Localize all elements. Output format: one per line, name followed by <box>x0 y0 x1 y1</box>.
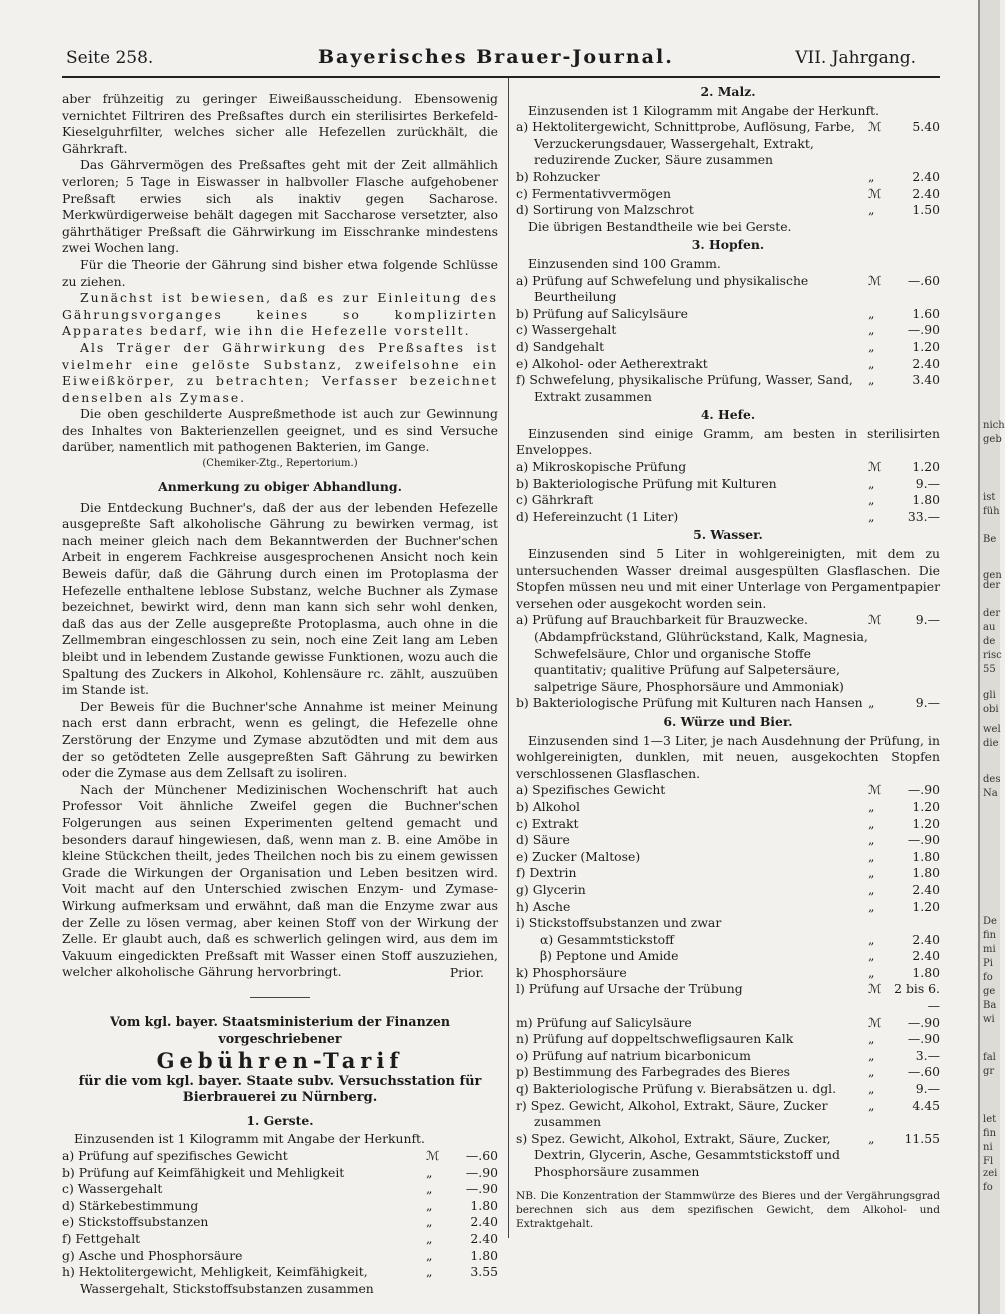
item-price: 3.40 <box>912 372 940 388</box>
tariff-title: Gebühren-Tarif <box>156 1047 404 1073</box>
item-price: 1.20 <box>912 815 940 831</box>
edge-text-fragment: gli <box>983 690 996 701</box>
page-number: Seite 258. <box>66 48 154 68</box>
section-title: 5. Wasser. <box>693 527 763 543</box>
item-price: —.90 <box>907 832 940 848</box>
tariff-item <box>516 186 940 203</box>
item-label: a) Prüfung auf Brauchbarkeit für Brauzwecke. (Abdampfrückstand, Glührückstand, Kalk, Magnesia, Schwefelsäure, Chlor und organische Stoffe quantitativ; qualitive Prüfung auf Salpetersäure, salpetrige Säure, Phosphorsäure und Ammoniak) <box>516 612 868 694</box>
edge-text-fragment: ist <box>983 492 996 503</box>
item-price: —.90 <box>465 1164 498 1180</box>
item-price: 1.80 <box>912 492 940 508</box>
tariff-item <box>516 322 940 339</box>
currency-mark: „ <box>868 798 875 814</box>
tariff-item <box>516 612 940 695</box>
item-label: d) Stärkebestimmung <box>62 1197 199 1213</box>
tariff-item <box>62 1165 498 1182</box>
item-label: a) Prüfung auf Schwefelung und physikalische Beurtheilung <box>516 272 809 305</box>
edge-text-fragment: wel <box>983 724 1001 735</box>
currency-mark: „ <box>868 508 875 524</box>
tariff-section-hopfen <box>516 237 940 405</box>
edge-text-fragment: nich <box>983 420 1005 431</box>
tariff-item <box>516 865 940 882</box>
tariff-item <box>516 273 940 306</box>
tariff-item <box>516 899 940 916</box>
edge-text-fragment: mi <box>983 944 996 955</box>
item-label: b) Rohzucker <box>516 168 600 184</box>
item-price: 1.80 <box>912 964 940 980</box>
tariff-item <box>62 1231 498 1248</box>
item-price: 2.40 <box>470 1214 498 1230</box>
tariff-section-gerste <box>62 1113 498 1298</box>
section-title: 1. Gerste. <box>246 1112 314 1128</box>
tariff-item <box>516 799 940 816</box>
item-label: b) Prüfung auf Keimfähigkeit und Mehligkeit <box>62 1164 345 1180</box>
item-price: 2.40 <box>470 1231 498 1246</box>
item-label: h) Hektolitergewicht, Mehligkeit, Keimfähigkeit, Wassergehalt, Stickstoffsubstanzen zusammen <box>62 1264 374 1296</box>
edge-text-fragment: Na <box>983 788 998 799</box>
tariff-item <box>516 1064 940 1081</box>
paragraph: Die oben geschilderte Auspreßmethode ist auch zur Gewinnung des Inhaltes von Bakterienzellen geeignet, und es sind Versuche darüber, namentlich mit pathogenen Bakterien, im Gange. <box>62 406 498 455</box>
currency-mark: „ <box>868 1081 875 1097</box>
currency-mark: ℳ <box>868 185 882 201</box>
item-price: 1.80 <box>470 1247 498 1263</box>
item-label: d) Säure <box>516 832 570 848</box>
currency-mark: „ <box>868 898 875 914</box>
item-price: 2.40 <box>912 185 940 201</box>
item-price: 2.40 <box>912 931 940 947</box>
volume-year: VII. Jahrgang. <box>795 48 916 68</box>
currency-mark: „ <box>426 1247 433 1263</box>
item-label: l) Prüfung auf Ursache der Trübung <box>516 981 743 997</box>
paragraph: Die Entdeckung Buchner's, daß der aus der lebenden Hefezelle ausgepreßte Saft alkoholische Gährung zu bewirken vermag, ist nach meiner gleich nach dem Bekanntwerden der Buchner'schen Arbeit in engerem Fachkreise ausgesprochenen Ansicht noch kein Beweis dafür, daß die Gährung durch einen im Protoplasma der Hefezelle enthaltene leblose Substanz, welche Buchner als Zymase bezeichnet, bewirkt wird, denn man kann sich sehr wohl denken, daß das aus der Zelle ausgepreßte Protoplasma, auch ohne in die Zellmembran eingeschlossen zu sein, noch eine Zeit lang am Leben bleibt und in lebendem Zustande gewisse Funktionen, wozu auch die Spaltung des Zuckers in Alkohol, Kohlensäure rc. zählt, auszuüben im Stande ist. <box>62 499 498 698</box>
tariff-item <box>516 1131 940 1181</box>
edge-text-fragment: Be <box>983 534 997 545</box>
currency-mark: „ <box>868 475 875 491</box>
item-price: —.90 <box>907 1031 940 1047</box>
tariff-section-wasser <box>516 527 940 712</box>
item-price: 1.80 <box>912 865 940 881</box>
tariff-item <box>516 492 940 509</box>
item-price: 2.40 <box>912 948 940 964</box>
section-intro: Einzusenden sind 100 Gramm. <box>528 255 721 271</box>
tariff-item <box>62 1214 498 1231</box>
tariff-item <box>516 965 940 982</box>
paragraph: aber frühzeitig zu geringer Eiweißausscheidung. Ebensowenig vernichtet Filtriren des Preßsaftes durch ein sterilisirtes Berkefeld-Kieselguhrfilter, welches sicher alle Hefezellen zurückhält, die Gährkraft. <box>62 91 498 156</box>
edge-text-fragment: des <box>983 774 1001 785</box>
item-price: —.90 <box>907 322 940 338</box>
currency-mark: ℳ <box>868 981 882 997</box>
currency-mark: „ <box>868 865 875 881</box>
item-label: e) Stickstoffsubstanzen <box>62 1214 209 1230</box>
currency-mark: „ <box>868 338 875 354</box>
paragraph: Das Gährvermögen des Preßsaftes geht mit der Zeit allmählich verloren; 5 Tage in Eiswasser in halbvoller Flasche aufgehobener Preßsaft erwies sich als inaktiv gegen Sacharose. Merkwürdigerweise behält dagegen mit Saccharose versetzter, also gährthätiger Preßsaft die Gährwirkung im Eisschranke mindestens zwei Wochen lang. <box>62 157 498 256</box>
item-label: q) Bakteriologische Prüfung v. Bierabsätzen u. dgl. <box>516 1081 837 1097</box>
edge-text-fragment: geb <box>983 434 1002 445</box>
tariff-item <box>516 882 940 899</box>
item-label: o) Prüfung auf natrium bicarbonicum <box>516 1047 751 1063</box>
currency-mark: „ <box>868 372 875 388</box>
currency-mark: „ <box>426 1231 433 1246</box>
tariff-item <box>516 169 940 186</box>
currency-mark: „ <box>868 931 875 947</box>
edge-text-fragment: wi <box>983 1014 995 1025</box>
edge-text-fragment: let <box>983 1114 997 1125</box>
section-intro: Einzusenden ist 1 Kilogramm mit Angabe der Herkunft. <box>528 102 879 118</box>
column-divider <box>508 78 509 1238</box>
tariff-section-hefe <box>516 407 940 525</box>
edge-text-fragment: De <box>983 916 997 927</box>
tariff-item <box>516 1031 940 1048</box>
tariff-item <box>516 119 940 169</box>
edge-text-fragment: fin <box>983 1128 997 1139</box>
item-price: —.90 <box>465 1181 498 1197</box>
item-price: 2 bis 6.— <box>894 981 940 1014</box>
currency-mark: „ <box>868 1047 875 1063</box>
tariff-item <box>516 509 940 526</box>
item-label: β) Peptone und Amide <box>540 948 679 964</box>
item-label: c) Wassergehalt <box>516 322 617 338</box>
tariff-item <box>62 1198 498 1215</box>
journal-title: Bayerisches Brauer-Journal. <box>318 46 674 68</box>
item-price: 1.20 <box>912 338 940 354</box>
section-title: 3. Hopfen. <box>691 237 765 253</box>
tariff-item <box>516 306 940 323</box>
edge-text-fragment: fin <box>983 930 997 941</box>
tariff-item <box>516 1098 940 1131</box>
tariff-item <box>516 695 940 712</box>
edge-text-fragment: Pi <box>983 958 993 969</box>
page-header <box>66 46 916 72</box>
item-price: 1.80 <box>912 848 940 864</box>
tariff-item <box>516 932 940 949</box>
item-price: 2.40 <box>912 168 940 184</box>
tariff-subheading: für die vom kgl. bayer. Staate subv. Versuchsstation für Bierbrauerei zu Nürnberg. <box>78 1073 482 1106</box>
currency-mark: „ <box>868 1064 875 1080</box>
edge-text-fragment: der <box>983 580 1001 591</box>
item-price: 1.80 <box>470 1197 498 1213</box>
section-divider <box>250 997 310 998</box>
item-price: 2.40 <box>912 355 940 371</box>
tariff-item <box>516 782 940 799</box>
edge-text-fragment: der <box>983 608 1001 619</box>
author-signature: Prior. <box>449 964 484 980</box>
edge-text-fragment: Fl <box>983 1156 994 1167</box>
currency-mark: „ <box>868 695 875 711</box>
currency-mark: „ <box>426 1164 433 1180</box>
item-label: r) Spez. Gewicht, Alkohol, Extrakt, Säure, Zucker zusammen <box>516 1097 828 1130</box>
tariff-item <box>516 1048 940 1065</box>
currency-mark: „ <box>868 964 875 980</box>
item-label: b) Bakteriologische Prüfung mit Kulturen nach Hansen <box>516 695 863 711</box>
item-label: p) Bestimmung des Farbegrades des Bieres <box>516 1064 791 1080</box>
item-price: 1.50 <box>912 202 940 218</box>
tariff-item <box>516 1081 940 1098</box>
tariff-item <box>516 816 940 833</box>
edge-text-fragment: zei <box>983 1168 998 1179</box>
item-label: g) Glycerin <box>516 881 586 897</box>
paragraph: Als Träger der Gährwirkung des Preßsaftes ist vielmehr eine gelöste Substanz, zweifelsohne ein Eiweißkörper, zu betrachten; Verfasser bezeichnet denselben als Zymase. <box>62 339 498 405</box>
item-label: f) Fettgehalt <box>62 1231 141 1246</box>
item-label: e) Zucker (Maltose) <box>516 848 641 864</box>
item-price: 11.55 <box>904 1130 940 1146</box>
edge-text-fragment: füh <box>983 506 1000 517</box>
tariff-item <box>516 849 940 866</box>
item-label: d) Hefereinzucht (1 Liter) <box>516 508 679 524</box>
item-label: d) Sortirung von Malzschrot <box>516 202 694 218</box>
edge-text-fragment: ni <box>983 1142 993 1153</box>
item-price: —.60 <box>907 272 940 288</box>
currency-mark: ℳ <box>868 612 882 628</box>
edge-text-fragment: fo <box>983 972 993 983</box>
currency-mark: „ <box>868 948 875 964</box>
section-intro: Einzusenden sind 1—3 Liter, je nach Ausdehnung der Prüfung, in wohlgereinigten, dunklen, mit neuen, ausgekochten Stopfen verschlossenen Glasflaschen. <box>516 732 940 781</box>
section-note: Die übrigen Bestandtheile wie bei Gerste. <box>528 218 792 234</box>
item-label: c) Extrakt <box>516 815 579 831</box>
tariff-item <box>516 372 940 405</box>
tariff-item <box>516 459 940 476</box>
currency-mark: „ <box>868 305 875 321</box>
item-price: 1.20 <box>912 459 940 475</box>
item-label: g) Asche und Phosphorsäure <box>62 1247 243 1263</box>
paragraph: Für die Theorie der Gährung sind bisher etwa folgende Schlüsse zu ziehen. <box>62 256 498 289</box>
currency-mark: ℳ <box>868 119 882 135</box>
item-label: a) Hektolitergewicht, Schnittprobe, Auflösung, Farbe, Verzuckerungsdauer, Wassergehalt, Extrakt, reduzirende Zucker, Säure zusammen <box>516 119 855 168</box>
item-label: d) Sandgehalt <box>516 338 605 354</box>
item-label: s) Spez. Gewicht, Alkohol, Extrakt, Säure, Zucker, Dextrin, Glycerin, Asche, Gesammtstickstoff und Phosphorsäure zusammen <box>516 1130 840 1179</box>
item-label: α) Gesammtstickstoff <box>540 931 674 947</box>
annotation-title: Anmerkung zu obiger Abhandlung. <box>158 479 402 495</box>
item-label: a) Mikroskopische Prüfung <box>516 459 687 475</box>
section-intro: Einzusenden sind einige Gramm, am besten in sterilisirten Enveloppes. <box>516 425 940 458</box>
tariff-item <box>516 915 940 932</box>
item-label: h) Asche <box>516 898 571 914</box>
currency-mark: „ <box>868 1130 875 1146</box>
item-price: 9.— <box>915 695 940 711</box>
item-label: f) Dextrin <box>516 865 577 881</box>
item-label: b) Prüfung auf Salicylsäure <box>516 305 688 321</box>
currency-mark: ℳ <box>868 1014 882 1030</box>
item-label: c) Gährkraft <box>516 492 594 508</box>
edge-text-fragment: de <box>983 636 996 647</box>
next-page-edge <box>978 0 1005 1314</box>
tariff-item <box>516 476 940 493</box>
currency-mark: ℳ <box>868 782 882 798</box>
section-intro: Einzusenden ist 1 Kilogramm mit Angabe der Herkunft. <box>74 1131 425 1147</box>
paragraph: Der Beweis für die Buchner'sche Annahme ist meiner Meinung nach erst dann erbracht, wenn es gelingt, die Hefezelle ohne Zerstörung der Enzyme und Zymase abzutödten und mit dem aus der so getödteten Zelle ausgepreßten Saft Gährung zu bewirken oder die Zymase aus dem Zellsaft zu isoliren. <box>62 698 498 781</box>
currency-mark: „ <box>868 848 875 864</box>
edge-text-fragment: risc <box>983 650 1002 661</box>
item-price: 4.45 <box>912 1097 940 1113</box>
section-title: 4. Hefe. <box>700 407 756 423</box>
nb-footnote: NB. Die Konzentration der Stammwürze des Bieres und der Vergährungsgrad berechnen sich aus dem spezifischen Gewicht, dem Alkohol- und Extraktgehalt. <box>516 1189 940 1230</box>
edge-text-fragment: 55 <box>983 664 996 675</box>
tariff-item <box>516 202 940 219</box>
item-price: 1.60 <box>912 305 940 321</box>
paragraph: Zunächst ist bewiesen, daß es zur Einleitung des Gährungsvorganges keines so komplizirten Apparates bedarf, wie ihn die Hefezelle vorstellt. <box>62 290 498 339</box>
currency-mark: „ <box>868 168 875 184</box>
item-label: a) Prüfung auf spezifisches Gewicht <box>62 1148 288 1164</box>
tariff-section-malz <box>516 84 940 235</box>
item-price: 5.40 <box>912 119 940 135</box>
tariff-item <box>62 1248 498 1265</box>
item-price: —.90 <box>907 782 940 798</box>
item-label: f) Schwefelung, physikalische Prüfung, Wasser, Sand, Extrakt zusammen <box>516 372 853 404</box>
item-price: 9.— <box>915 1081 940 1097</box>
section-title: 2. Malz. <box>700 84 756 99</box>
tariff-heading: Vom kgl. bayer. Staatsministerium der Finanzen vorgeschriebener <box>109 1014 451 1047</box>
left-column <box>62 91 498 1297</box>
edge-text-fragment: obi <box>983 704 999 715</box>
item-label: a) Spezifisches Gewicht <box>516 782 666 798</box>
tariff-item <box>516 981 940 1014</box>
item-label: e) Alkohol- oder Aetherextrakt <box>516 355 708 371</box>
item-label: b) Bakteriologische Prüfung mit Kulturen <box>516 475 777 491</box>
item-price: 9.— <box>915 612 940 628</box>
tariff-item <box>62 1148 498 1165</box>
item-label: c) Wassergehalt <box>62 1181 163 1197</box>
paragraph: Nach der Münchener Medizinischen Wochenschrift hat auch Professor Voit ähnliche Zweifel gegen die Buchner'schen Folgerungen aus seinen Experimenten geltend gemacht und besonders darauf hingewiesen, daß, wenn man z. B. eine Amöbe in kleine Stückchen theilt, jedes Theilchen noch bis zu einem gewissen Grade die Wirkungen der Organisation und Leben besitzen wird. Voit macht auf den Unterschied zwischen Enzym- und Zymase-Wirkung aufmerksam und erwähnt, daß man die Enzyme zwar aus der Zelle zu lösen vermag, aber keinen Stoff von der Wirkung der Zelle. Er glaubt auch, daß es schwerlich gelingen wird, aus dem im Vakuum eingedickten Preßsaft mit Wasser einen Stoff auszuziehen, welcher alkoholische Gährung hervorbringt. <box>62 781 498 980</box>
currency-mark: ℳ <box>868 272 882 288</box>
item-price: 3.55 <box>470 1264 498 1280</box>
currency-mark: „ <box>426 1197 433 1213</box>
item-price: 1.20 <box>912 898 940 914</box>
tariff-item <box>62 1264 498 1297</box>
item-label: c) Fermentativvermögen <box>516 185 671 201</box>
section-intro: Einzusenden sind 5 Liter in wohlgereinigten, mit dem zu untersuchenden Wasser dreimal ausgespülten Glasflaschen. Die Stopfen müssen neu und mit einer Unterlage von Pergamentpapier versehen oder ausgekocht worden sein. <box>516 546 940 611</box>
tariff-section-wuerze-bier <box>516 714 940 1181</box>
tariff-item <box>62 1181 498 1198</box>
item-label: i) Stickstoffsubstanzen und zwar <box>516 915 722 931</box>
item-price: —.90 <box>907 1014 940 1030</box>
item-label: b) Alkohol <box>516 798 580 814</box>
currency-mark: „ <box>868 1097 875 1113</box>
edge-text-fragment: Ba <box>983 1000 997 1011</box>
currency-mark: „ <box>868 815 875 831</box>
edge-text-fragment: fo <box>983 1182 993 1193</box>
tariff-item <box>516 356 940 373</box>
currency-mark: „ <box>868 832 875 848</box>
item-label: n) Prüfung auf doppeltschwefligsauren Kalk <box>516 1031 794 1047</box>
item-price: 3.— <box>915 1047 940 1063</box>
currency-mark: ℳ <box>868 459 882 475</box>
source-citation: (Chemiker-Ztg., Repertorium.) <box>202 458 358 470</box>
tariff-item <box>516 339 940 356</box>
edge-text-fragment: gr <box>983 1066 995 1077</box>
section-title: 6. Würze und Bier. <box>663 713 793 729</box>
currency-mark: „ <box>426 1181 433 1197</box>
item-label: k) Phosphorsäure <box>516 964 627 980</box>
edge-text-fragment: gen <box>983 570 1002 581</box>
tariff-item <box>516 832 940 849</box>
tariff-item <box>516 1015 940 1032</box>
currency-mark: „ <box>868 881 875 897</box>
item-label: m) Prüfung auf Salicylsäure <box>516 1014 692 1030</box>
item-price: —.60 <box>465 1148 498 1164</box>
currency-mark: „ <box>868 322 875 338</box>
currency-mark: „ <box>868 1031 875 1047</box>
edge-text-fragment: die <box>983 738 999 749</box>
item-price: 33.— <box>907 508 940 524</box>
currency-mark: ℳ <box>426 1148 440 1164</box>
currency-mark: „ <box>426 1264 433 1280</box>
currency-mark: „ <box>868 202 875 218</box>
edge-text-fragment: au <box>983 622 996 633</box>
item-price: 9.— <box>915 475 940 491</box>
right-column <box>516 82 940 1231</box>
currency-mark: „ <box>868 355 875 371</box>
currency-mark: „ <box>868 492 875 508</box>
currency-mark: „ <box>426 1214 433 1230</box>
tariff-item <box>516 948 940 965</box>
edge-text-fragment: fal <box>983 1052 996 1063</box>
item-price: —.60 <box>907 1064 940 1080</box>
item-price: 2.40 <box>912 881 940 897</box>
header-rule <box>62 76 940 78</box>
edge-text-fragment: ge <box>983 986 996 997</box>
item-price: 1.20 <box>912 798 940 814</box>
